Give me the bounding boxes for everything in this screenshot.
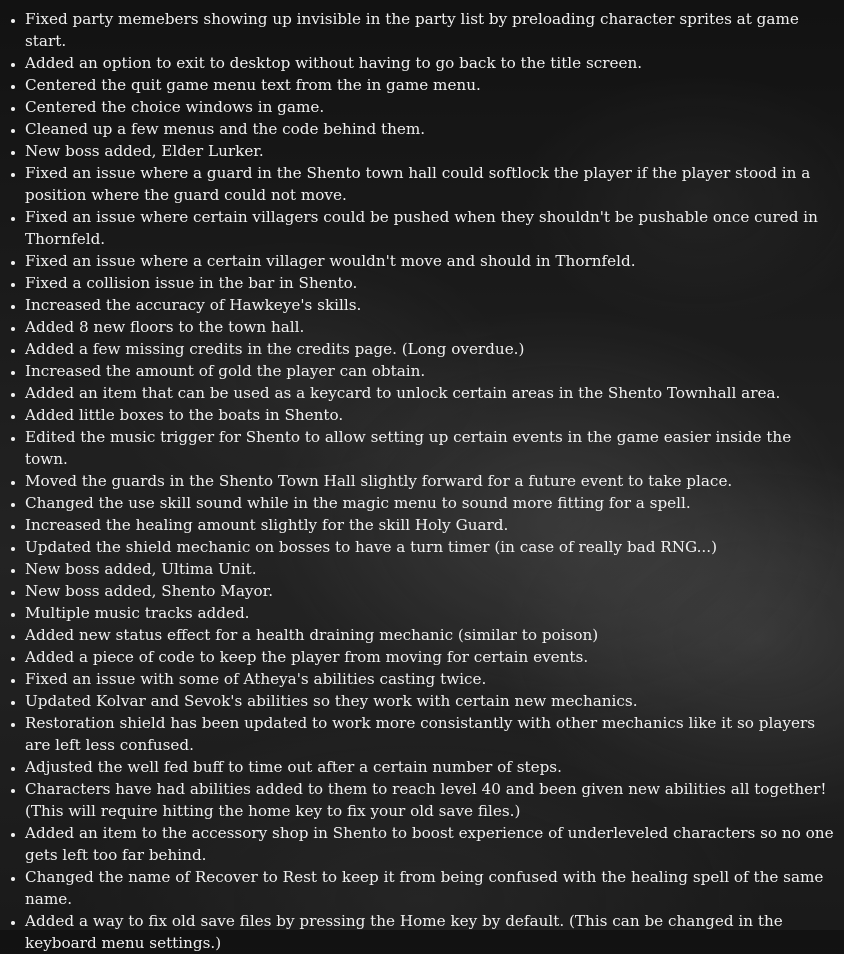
changelog-item: • Fixed an issue where a guard in the Shento town hall could softlock the player if the player stood in a position where the guard could not move. [25,162,838,206]
changelog-item: • New boss added, Elder Lurker. [25,140,838,162]
changelog-item: • Restoration shield has been updated to work more consistantly with other mechanics like it so players are left less confused. [25,712,838,756]
changelog-item: • Centered the choice windows in game. [25,96,838,118]
changelog-list [0,8,838,954]
changelog-item: • Moved the guards in the Shento Town Hall slightly forward for a future event to take place. [25,470,838,492]
changelog-item: • Increased the healing amount slightly for the skill Holy Guard. [25,514,838,536]
changelog-item: • Fixed an issue with some of Atheya's abilities casting twice. [25,668,838,690]
changelog-item: • Fixed a collision issue in the bar in Shento. [25,272,838,294]
changelog-item: • Updated the shield mechanic on bosses to have a turn timer (in case of really bad RNG...) [25,536,838,558]
changelog-item: • Added a few missing credits in the credits page. (Long overdue.) [25,338,838,360]
changelog-item: • Added a piece of code to keep the player from moving for certain events. [25,646,838,668]
changelog-item: • New boss added, Ultima Unit. [25,558,838,580]
changelog-item: • Added new status effect for a health draining mechanic (similar to poison) [25,624,838,646]
changelog-item: • Multiple music tracks added. [25,602,838,624]
changelog-item: • Adjusted the well fed buff to time out after a certain number of steps. [25,756,838,778]
changelog-item: • Changed the name of Recover to Rest to keep it from being confused with the healing spell of the same name. [25,866,838,910]
changelog-item: • Updated Kolvar and Sevok's abilities so they work with certain new mechanics. [25,690,838,712]
changelog-item: • Changed the use skill sound while in the magic menu to sound more fitting for a spell. [25,492,838,514]
changelog-item: • Edited the music trigger for Shento to allow setting up certain events in the game easier inside the town. [25,426,838,470]
changelog-item: • Added little boxes to the boats in Shento. [25,404,838,426]
changelog-item: • Cleaned up a few menus and the code behind them. [25,118,838,140]
changelog-item: • Fixed an issue where certain villagers could be pushed when they shouldn't be pushable once cured in Thornfeld. [25,206,838,250]
changelog-item: • Fixed party memebers showing up invisible in the party list by preloading character sprites at game start. [25,8,838,52]
changelog-item: • Added an option to exit to desktop without having to go back to the title screen. [25,52,838,74]
changelog-item: • Fixed an issue where a certain villager wouldn't move and should in Thornfeld. [25,250,838,272]
changelog-item: • Added 8 new floors to the town hall. [25,316,838,338]
changelog-item: • Increased the accuracy of Hawkeye's skills. [25,294,838,316]
changelog-item: • Characters have had abilities added to them to reach level 40 and been given new abilities all together! (This will require hitting the home key to fix your old save files.) [25,778,838,822]
changelog-item: • Centered the quit game menu text from the in game menu. [25,74,838,96]
changelog-item: • New boss added, Shento Mayor. [25,580,838,602]
changelog-item: • Increased the amount of gold the player can obtain. [25,360,838,382]
changelog-item: • Added a way to fix old save files by pressing the Home key by default. (This can be changed in the keyboard menu settings.) [25,910,838,954]
changelog-item: • Added an item to the accessory shop in Shento to boost experience of underleveled characters so no one gets left too far behind. [25,822,838,866]
changelog-item: • Added an item that can be used as a keycard to unlock certain areas in the Shento Townhall area. [25,382,838,404]
